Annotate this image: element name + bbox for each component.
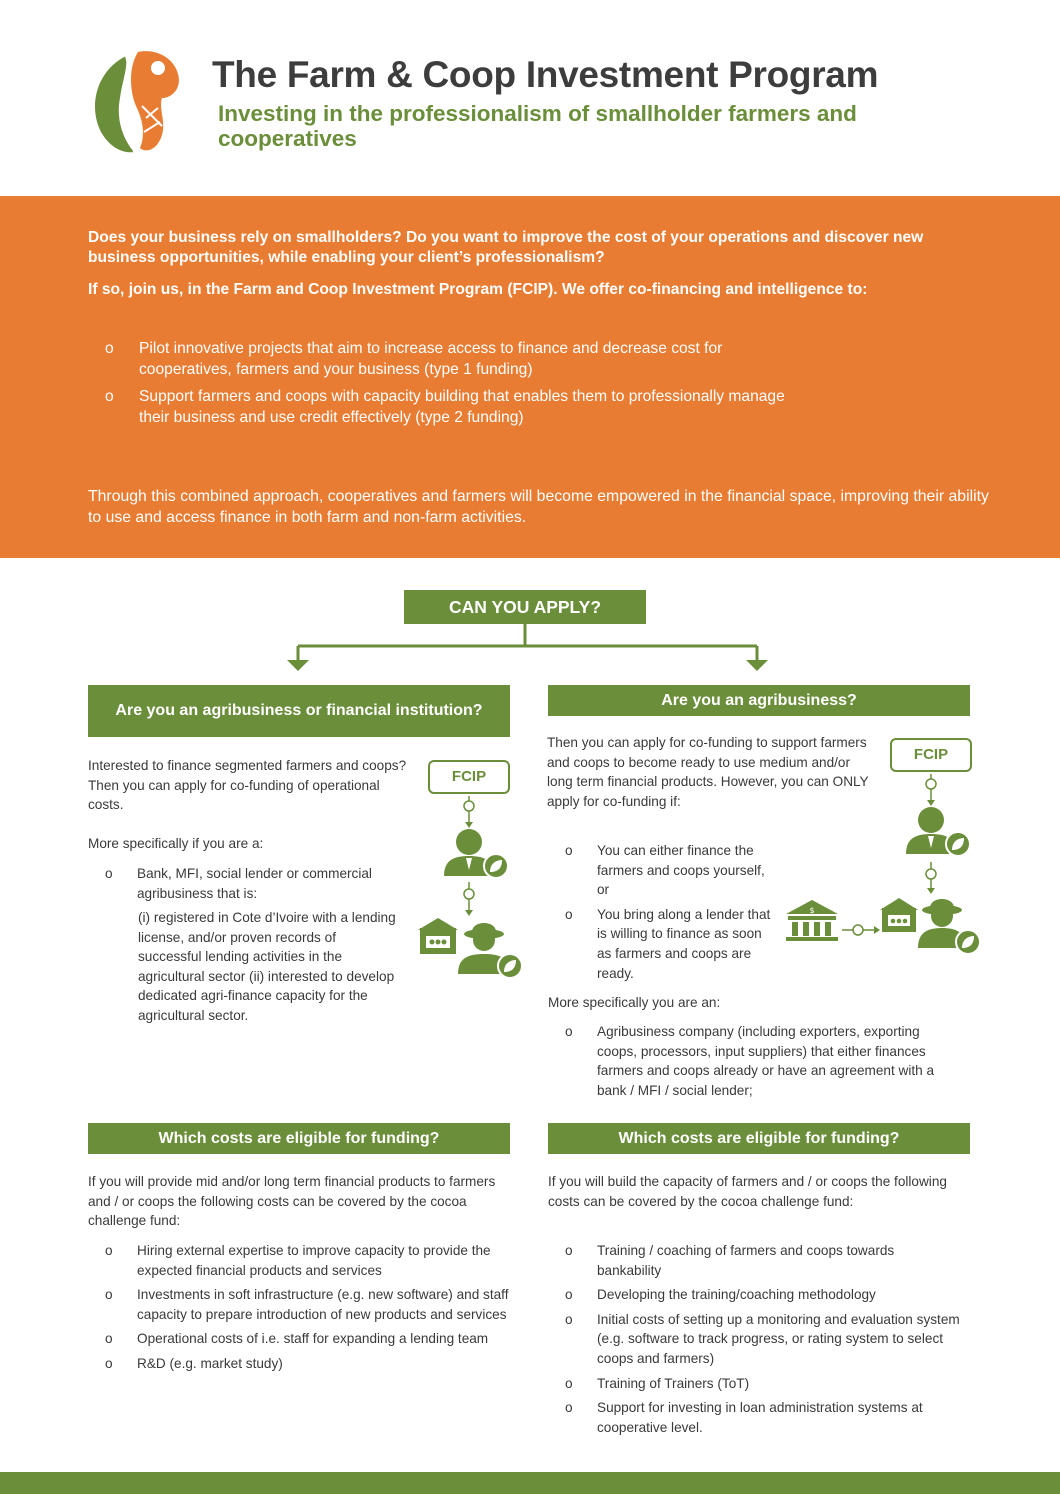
intro-bullets (105, 338, 805, 434)
right-costs-intro: If you will build the capacity of farmers and / or coops the following costs can be covered by the cocoa challenge fund: (548, 1174, 947, 1209)
bullet-icon: o (565, 1287, 573, 1303)
bullet-icon: o (105, 1243, 113, 1258)
intro-closing: Through this combined approach, cooperatives and farmers will become empowered in the financial space, improving their ability to use and access finance in both farm and non-farm activities. (88, 488, 989, 526)
dollar-arrow-icon (842, 925, 880, 935)
page-header (0, 0, 1060, 196)
list-item-text: Training / coaching of farmers and coops towards bankability (597, 1243, 895, 1278)
fcip-logo-icon (86, 48, 196, 158)
intro-banner (0, 196, 1060, 558)
dollar-arrow-icon (926, 774, 936, 806)
svg-text:$: $ (809, 906, 815, 915)
farmer-icon (918, 899, 980, 954)
right-bullets-2 (565, 1022, 960, 1105)
left-detail: (i) registered in Cote d’Ivoire with a lending license, and/or proven records of successful lending activities in the agricultural sector (ii) interested to develop dedicated agri-finance capacity for the agricultural sector. (138, 910, 396, 1023)
intro-offer: If so, join us, in the Farm and Coop Investment Program (FCIP). We offer co-financing and intelligence to: (88, 281, 868, 298)
bullet-icon: o (105, 1331, 113, 1347)
list-item (565, 1022, 960, 1100)
left-costs-intro: If you will provide mid and/or long term financial products to farmers and / or coops the following costs can be covered by the cocoa challenge fund: (88, 1174, 496, 1229)
list-item-text: Initial costs of setting up a monitoring and evaluation system (e.g. software to track progress, or rating system to select coops and farmers) (597, 1311, 960, 1366)
list-item (565, 1241, 960, 1280)
left-costs-header: Which costs are eligible for funding? (88, 1123, 510, 1154)
list-item-text: R&D (e.g. market study) (137, 1355, 283, 1371)
bullet-icon: o (105, 866, 113, 881)
coop-building-icon (418, 918, 458, 954)
bullet-icon: o (105, 1287, 113, 1303)
bullet-icon: o (565, 1400, 573, 1416)
list-item-text: Pilot innovative projects that aim to increase access to finance and decrease cost for cooperatives, farmers and your business (type 1 funding) (139, 340, 723, 378)
list-item (565, 1398, 960, 1437)
businessman-icon (444, 829, 508, 878)
dollar-arrow-icon (464, 796, 474, 828)
left-more: More specifically if you are a: (88, 836, 264, 851)
dollar-arrow-icon (464, 882, 474, 916)
bullet-icon: o (565, 843, 573, 858)
bullet-icon: o (565, 1375, 573, 1391)
list-item (565, 1310, 960, 1369)
fcip-box: FCIP (428, 760, 510, 794)
list-item (105, 1354, 510, 1374)
list-item-text: Training of Trainers (ToT) (597, 1375, 750, 1391)
list-item-text: Operational costs of i.e. staff for expanding a lending team (137, 1331, 489, 1347)
list-item (105, 1329, 510, 1349)
businessman-icon (906, 807, 970, 856)
intro-question: Does your business rely on smallholders? Do you want to improve the cost of your operations and discover new business opportunities, while enabling your client’s professionalism? (88, 229, 924, 266)
list-item (105, 1241, 510, 1280)
bullet-icon: o (105, 1355, 113, 1371)
page-title: The Farm & Coop Investment Program (212, 54, 879, 95)
bullet-icon: o (565, 1243, 573, 1258)
right-intro: Then you can apply for co-funding to support farmers and coops to become ready to use medium and/or long term financial products. However, you can ONLY apply for co-funding if: (547, 735, 869, 809)
list-item (565, 841, 775, 900)
list-item-text: Hiring external expertise to improve capacity to provide the expected financial products and services (137, 1243, 491, 1278)
bullet-icon: o (565, 1311, 573, 1327)
list-item-text: Agribusiness company (including exporters, exporting coops, processors, input suppliers) that either finances farmers and coops already or have an agreement with a bank / MFI / social lender; (597, 1024, 935, 1098)
right-flow-diagram (780, 772, 990, 962)
list-item-text: Developing the training/coaching methodology (597, 1287, 876, 1303)
dollar-arrow-icon (926, 862, 936, 894)
right-column-header: Are you an agribusiness? (548, 685, 970, 716)
left-column-header: Are you an agribusiness or financial institution? (88, 685, 510, 737)
bullet-icon: o (105, 340, 114, 357)
left-costs-list (105, 1241, 510, 1379)
fcip-box: FCIP (890, 738, 972, 772)
right-costs-header: Which costs are eligible for funding? (548, 1123, 970, 1154)
left-flow-diagram (410, 794, 540, 1024)
can-you-apply-heading: CAN YOU APPLY? (404, 590, 646, 624)
list-item (565, 1285, 960, 1305)
list-item-text: You can either finance the farmers and coops yourself, or (597, 843, 765, 898)
flow-connector (0, 624, 1060, 684)
bullet-icon: o (105, 388, 114, 405)
right-bullets (565, 841, 775, 988)
bullet-icon: o (565, 1024, 573, 1039)
coop-building-icon (880, 898, 918, 932)
bank-icon (786, 900, 838, 941)
list-item-text: Support for investing in loan administration systems at cooperative level. (597, 1400, 923, 1435)
list-item (105, 1285, 510, 1324)
list-item-text: You bring along a lender that is willing to finance as soon as farmers and coops are ready. (597, 906, 771, 981)
list-item (565, 905, 775, 983)
list-item-text: Support farmers and coops with capacity building that enables them to professionally manage their business and use credit effectively (type 2 funding) (139, 388, 785, 426)
footer-bar (0, 1472, 1060, 1494)
farmer-icon (458, 923, 522, 978)
list-item-text: Investments in soft infrastructure (e.g. new software) and staff capacity to prepare introduction of new products and services (137, 1287, 509, 1322)
list-item (105, 386, 805, 428)
left-bullets (105, 864, 395, 908)
list-item (105, 864, 395, 903)
left-intro: Interested to finance segmented farmers and coops? Then you can apply for co-funding of operational costs. (88, 758, 407, 813)
bullet-icon: o (565, 906, 573, 922)
list-item (105, 338, 805, 380)
page-subtitle: Investing in the professionalism of smallholder farmers and cooperatives (218, 101, 857, 151)
right-more: More specifically you are an: (548, 995, 721, 1010)
list-item (565, 1374, 960, 1394)
list-item-text: Bank, MFI, social lender or commercial agribusiness that is: (137, 866, 372, 901)
right-costs-list (565, 1241, 960, 1442)
